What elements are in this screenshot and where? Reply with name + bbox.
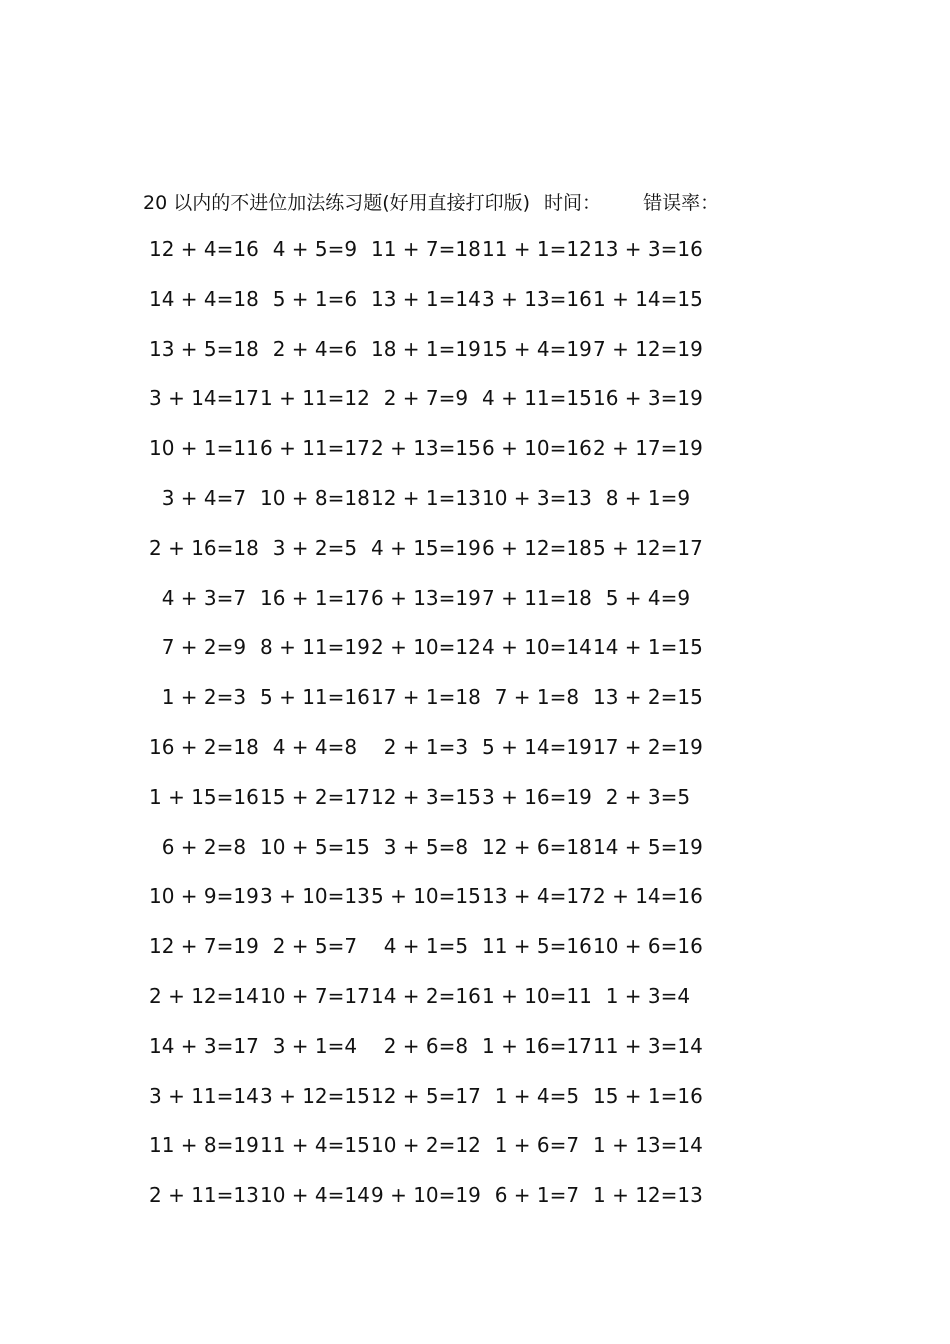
- addition-problem: 2 + 4=6: [260, 336, 358, 361]
- addition-problem: 3 + 1=4: [260, 1033, 358, 1058]
- addition-problem: 15 + 2=17: [260, 784, 370, 809]
- problem-row: [149, 980, 709, 1030]
- addition-problem: 3 + 14=17: [149, 386, 259, 411]
- addition-problem: 1 + 2=3: [149, 685, 247, 710]
- problem-grid: [149, 233, 709, 1229]
- addition-problem: 1 + 11=12: [260, 386, 370, 411]
- addition-problem: 2 + 6=8: [371, 1033, 469, 1058]
- addition-problem: 12 + 7=19: [149, 934, 259, 959]
- addition-problem: 5 + 11=16: [260, 685, 370, 710]
- addition-problem: 7 + 1=8: [482, 685, 580, 710]
- addition-problem: 17 + 2=19: [593, 734, 703, 759]
- addition-problem: 6 + 11=17: [260, 436, 370, 461]
- problem-row: [149, 1129, 709, 1179]
- addition-problem: 12 + 6=18: [482, 834, 592, 859]
- addition-problem: 12 + 1=13: [371, 485, 481, 510]
- addition-problem: 18 + 1=19: [371, 336, 481, 361]
- addition-problem: 2 + 7=9: [371, 386, 469, 411]
- addition-problem: 2 + 13=15: [371, 436, 481, 461]
- addition-problem: 2 + 12=14: [149, 983, 259, 1008]
- addition-problem: 1 + 4=5: [482, 1083, 580, 1108]
- problem-row: [149, 283, 709, 333]
- problem-row: [149, 1080, 709, 1130]
- worksheet-title: 20 以内的不进位加法练习题(好用直接打印版): [143, 191, 531, 214]
- addition-problem: 14 + 5=19: [593, 834, 703, 859]
- addition-problem: 2 + 11=13: [149, 1183, 259, 1208]
- addition-problem: 10 + 4=14: [260, 1183, 370, 1208]
- addition-problem: 2 + 1=3: [371, 734, 469, 759]
- addition-problem: 4 + 5=9: [260, 237, 358, 261]
- addition-problem: 6 + 12=18: [482, 535, 592, 560]
- addition-problem: 10 + 3=13: [482, 485, 592, 510]
- problem-row: [149, 333, 709, 383]
- addition-problem: 7 + 2=9: [149, 635, 247, 660]
- addition-problem: 13 + 1=14: [371, 286, 481, 311]
- addition-problem: 3 + 13=16: [482, 286, 592, 311]
- addition-problem: 3 + 4=7: [149, 485, 247, 510]
- addition-problem: 1 + 14=15: [593, 286, 703, 311]
- addition-problem: 4 + 15=19: [371, 535, 481, 560]
- addition-problem: 5 + 4=9: [593, 585, 691, 610]
- addition-problem: 6 + 1=7: [482, 1183, 580, 1208]
- addition-problem: 1 + 6=7: [482, 1133, 580, 1158]
- addition-problem: 10 + 7=17: [260, 983, 370, 1008]
- addition-problem: 5 + 10=15: [371, 884, 481, 909]
- problem-row: [149, 1179, 709, 1229]
- problem-row: [149, 781, 709, 831]
- addition-problem: 13 + 4=17: [482, 884, 592, 909]
- addition-problem: 13 + 5=18: [149, 336, 259, 361]
- addition-problem: 7 + 11=18: [482, 585, 592, 610]
- addition-problem: 2 + 5=7: [260, 934, 358, 959]
- problem-row: [149, 681, 709, 731]
- problem-row: [149, 482, 709, 532]
- addition-problem: 13 + 3=16: [593, 237, 703, 261]
- addition-problem: 5 + 12=17: [593, 535, 703, 560]
- addition-problem: 15 + 1=16: [593, 1083, 703, 1108]
- addition-problem: 12 + 4=16: [149, 237, 259, 261]
- addition-problem: 14 + 1=15: [593, 635, 703, 660]
- addition-problem: 8 + 1=9: [593, 485, 691, 510]
- problem-row: [149, 1030, 709, 1080]
- addition-problem: 11 + 3=14: [593, 1033, 703, 1058]
- addition-problem: 3 + 2=5: [260, 535, 358, 560]
- addition-problem: 3 + 5=8: [371, 834, 469, 859]
- addition-problem: 14 + 3=17: [149, 1033, 259, 1058]
- addition-problem: 2 + 10=12: [371, 635, 481, 660]
- worksheet-header: [143, 186, 719, 216]
- addition-problem: 8 + 11=19: [260, 635, 370, 660]
- addition-problem: 1 + 16=17: [482, 1033, 592, 1058]
- addition-problem: 11 + 1=12: [482, 237, 592, 261]
- problem-row: [149, 382, 709, 432]
- error-rate-label: 错误率：: [643, 191, 720, 214]
- addition-problem: 16 + 2=18: [149, 734, 259, 759]
- problem-row: [149, 731, 709, 781]
- addition-problem: 14 + 2=16: [371, 983, 481, 1008]
- addition-problem: 3 + 16=19: [482, 784, 592, 809]
- addition-problem: 10 + 6=16: [593, 934, 703, 959]
- addition-problem: 2 + 3=5: [593, 784, 691, 809]
- addition-problem: 16 + 3=19: [593, 386, 703, 411]
- addition-problem: 10 + 2=12: [371, 1133, 481, 1158]
- problem-row: [149, 233, 709, 283]
- addition-problem: 14 + 4=18: [149, 286, 259, 311]
- addition-problem: 1 + 3=4: [593, 983, 691, 1008]
- addition-problem: 5 + 1=6: [260, 286, 358, 311]
- addition-problem: 2 + 14=16: [593, 884, 703, 909]
- addition-problem: 1 + 15=16: [149, 784, 259, 809]
- problem-row: [149, 432, 709, 482]
- addition-problem: 11 + 7=18: [371, 237, 481, 261]
- addition-problem: 1 + 13=14: [593, 1133, 703, 1158]
- addition-problem: 10 + 9=19: [149, 884, 259, 909]
- addition-problem: 3 + 11=14: [149, 1083, 259, 1108]
- addition-problem: 2 + 17=19: [593, 436, 703, 461]
- problem-row: [149, 930, 709, 980]
- addition-problem: 6 + 10=16: [482, 436, 592, 461]
- addition-problem: 6 + 2=8: [149, 834, 247, 859]
- addition-problem: 6 + 13=19: [371, 585, 481, 610]
- addition-problem: 4 + 3=7: [149, 585, 247, 610]
- addition-problem: 5 + 14=19: [482, 734, 592, 759]
- addition-problem: 17 + 1=18: [371, 685, 481, 710]
- addition-problem: 10 + 5=15: [260, 834, 370, 859]
- addition-problem: 9 + 10=19: [371, 1183, 481, 1208]
- addition-problem: 4 + 10=14: [482, 635, 592, 660]
- addition-problem: 2 + 16=18: [149, 535, 259, 560]
- problem-row: [149, 532, 709, 582]
- addition-problem: 12 + 5=17: [371, 1083, 481, 1108]
- addition-problem: 15 + 4=19: [482, 336, 592, 361]
- addition-problem: 16 + 1=17: [260, 585, 370, 610]
- addition-problem: 10 + 1=11: [149, 436, 259, 461]
- addition-problem: 1 + 12=13: [593, 1183, 703, 1208]
- addition-problem: 13 + 2=15: [593, 685, 703, 710]
- addition-problem: 3 + 10=13: [260, 884, 370, 909]
- time-label: 时间：: [544, 191, 602, 214]
- addition-problem: 11 + 8=19: [149, 1133, 259, 1158]
- addition-problem: 12 + 3=15: [371, 784, 481, 809]
- addition-problem: 10 + 8=18: [260, 485, 370, 510]
- addition-problem: 4 + 1=5: [371, 934, 469, 959]
- problem-row: [149, 831, 709, 881]
- addition-problem: 11 + 4=15: [260, 1133, 370, 1158]
- problem-row: [149, 582, 709, 632]
- problem-row: [149, 631, 709, 681]
- addition-problem: 11 + 5=16: [482, 934, 592, 959]
- addition-problem: 1 + 10=11: [482, 983, 592, 1008]
- addition-problem: 4 + 4=8: [260, 734, 358, 759]
- problem-row: [149, 880, 709, 930]
- addition-problem: 3 + 12=15: [260, 1083, 370, 1108]
- addition-problem: 7 + 12=19: [593, 336, 703, 361]
- addition-problem: 4 + 11=15: [482, 386, 592, 411]
